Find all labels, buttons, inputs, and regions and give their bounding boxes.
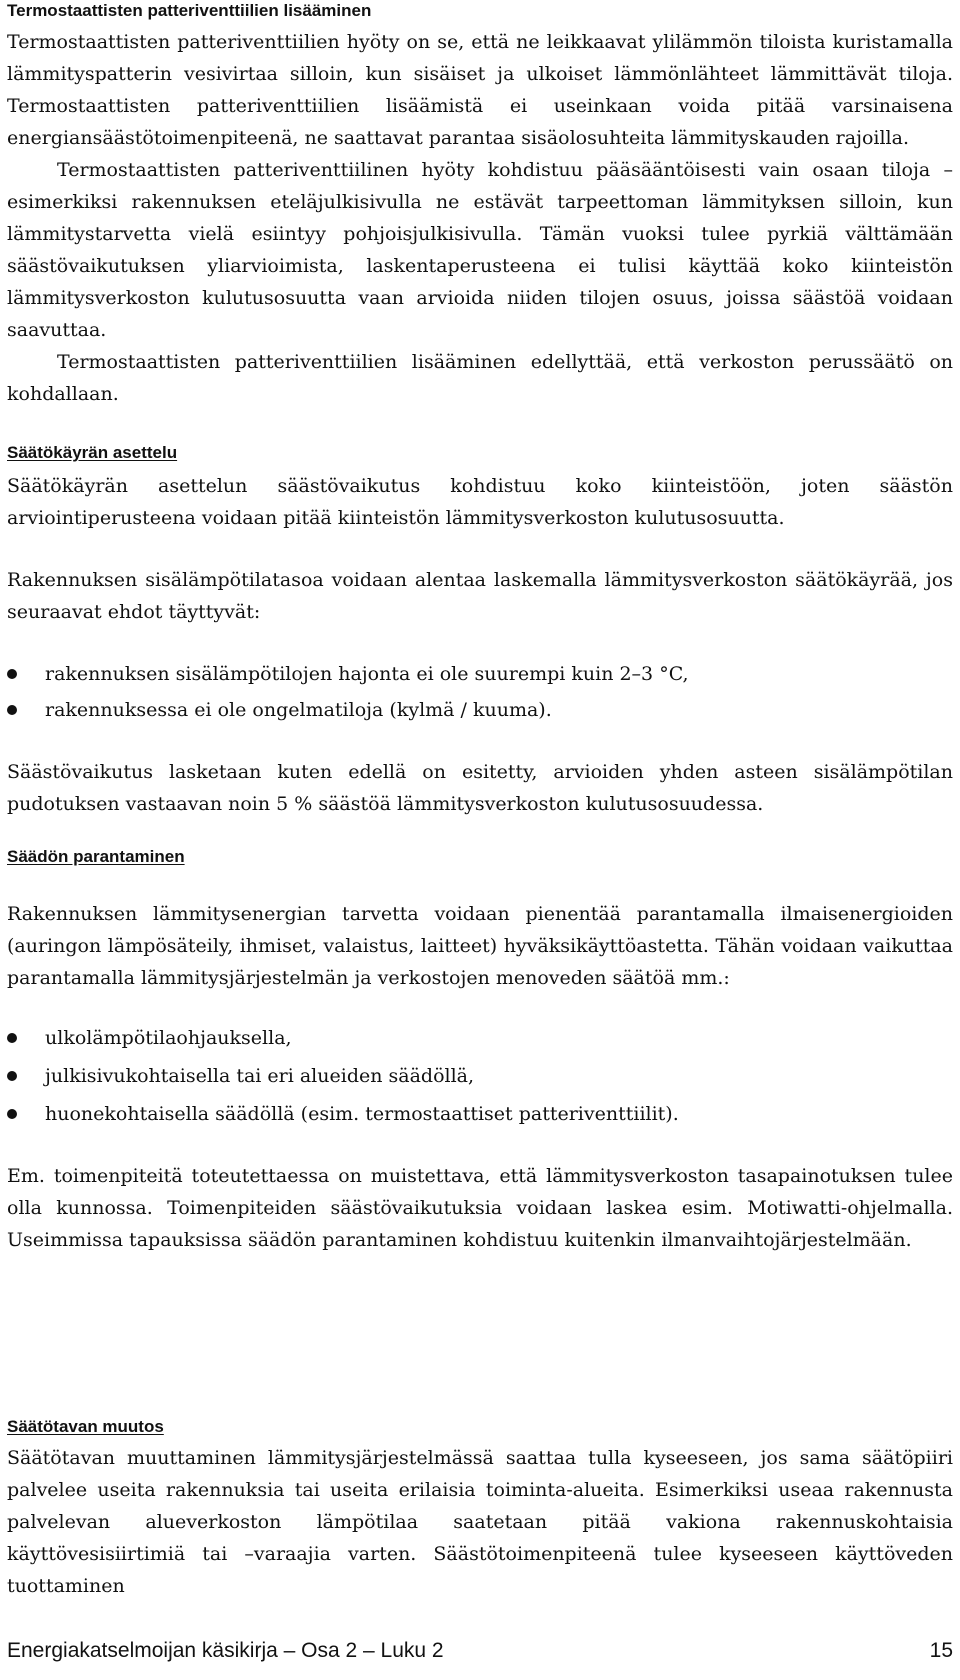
section-heading: Säätötavan muutos: [7, 1417, 164, 1436]
footer-title: Energiakatselmoijan käsikirja – Osa 2 – Luku 2: [7, 1639, 444, 1662]
section-saatokayra: [7, 442, 953, 820]
paragraph: Säätökäyrän asettelun säästövaikutus kohdistuu koko kiinteistöön, joten säästön arviointiperusteena voidaan pitää kiinteistön lämmitysverkoston kulutusosuutta.: [7, 475, 953, 529]
section-heading: Termostaattisten patteriventtiilien lisääminen: [7, 1, 372, 20]
section-saatotavan-muutos: [7, 1416, 953, 1602]
section-heading: Säädön parantaminen: [7, 847, 185, 866]
page-footer: [7, 1637, 953, 1665]
paragraph: Termostaattisten patteriventtiilien hyöty on se, että ne leikkaavat ylilämmön tiloista kuristamalla lämmityspatterin vesivirtaa silloin, kun sisäiset ja ulkoiset lämmönlähteet lämmittävät tiloja. Termostaattisten patteriventtiilien lisäämistä ei useinkaan voida pitää varsinaisena energiansäästötoimenpiteenä, ne saattavat parantaa sisäolosuhteita lämmityskauden rajoilla.: [7, 31, 953, 149]
bullet-list: [7, 658, 953, 726]
list-item: julkisivukohtaisella tai eri alueiden säädöllä,: [7, 1060, 953, 1092]
section-heading: Säätökäyrän asettelu: [7, 443, 178, 462]
section-saadon-parantaminen: [7, 846, 953, 1256]
paragraph: Termostaattisten patteriventtiilinen hyöty kohdistuu pääsääntöisesti vain osaan tiloja – esimerkiksi rakennuksen eteläjulkisivulla ne estävät tarpeettoman lämmityksen silloin, kun lämmitystarvetta vielä esiintyy pohjoisjulkisivulla. Tämän vuoksi tulee pyrkiä välttämään säästövaikutuksen yliarvioimista, laskentaperusteena ei tulisi käyttää koko kiinteistön lämmitysverkoston kulutusosuutta vaan arvioida niiden tilojen osuus, joissa säästöä voidaan saavuttaa.: [7, 159, 953, 341]
list-item: huonekohtaisella säädöllä (esim. termostaattiset patteriventtiilit).: [7, 1098, 953, 1130]
list-item: rakennuksessa ei ole ongelmatiloja (kylmä / kuuma).: [7, 694, 953, 726]
list-item: ulkolämpötilaohjauksella,: [7, 1022, 953, 1054]
paragraph: Säästövaikutus lasketaan kuten edellä on esitetty, arvioiden yhden asteen sisälämpötilan pudotuksen vastaavan noin 5 % säästöä lämmitysverkoston kulutusosuudessa.: [7, 761, 953, 815]
paragraph: Rakennuksen sisälämpötilatasoa voidaan alentaa laskemalla lämmitysverkoston säätökäyrää, jos seuraavat ehdot täyttyvät:: [7, 569, 953, 623]
paragraph: Säätötavan muuttaminen lämmitysjärjestelmässä saattaa tulla kyseeseen, jos sama säätöpiiri palvelee useita rakennuksia tai useita erilaisia toiminta-alueita. Esimerkiksi useaa rakennusta palvelevan alueverkoston lämpötilaa saatetaan pitää vakiona rakennuskohtaisia käyttövesisiirtimiä tai –varaajia varten. Säästötoimenpiteenä tulee kyseeseen käyttöveden tuottaminen: [7, 1447, 953, 1597]
bullet-list: [7, 1022, 953, 1130]
list-item: rakennuksen sisälämpötilojen hajonta ei ole suurempi kuin 2–3 °C,: [7, 658, 953, 690]
paragraph: Em. toimenpiteitä toteutettaessa on muistettava, että lämmitysverkoston tasapainotuksen tulee olla kunnossa. Toimenpiteiden säästövaikutuksia voidaan laskea esim. Motiwatti-ohjelmalla. Useimmissa tapauksissa säädön parantaminen kohdistuu kuitenkin ilmanvaihtojärjestelmään.: [7, 1165, 953, 1251]
paragraph: Termostaattisten patteriventtiilien lisääminen edellyttää, että verkoston perussäätö on kohdallaan.: [7, 351, 953, 405]
page-number: 15: [929, 1639, 953, 1662]
paragraph: Rakennuksen lämmitysenergian tarvetta voidaan pienentää parantamalla ilmaisenergioiden (auringon lämpösäteily, ihmiset, valaistus, laitteet) hyväksikäyttöastetta. Tähän voidaan vaikuttaa parantamalla lämmitysjärjestelmän ja verkostojen menoveden säätöä mm.:: [7, 903, 953, 989]
section-termostaattiset: [7, 0, 953, 410]
